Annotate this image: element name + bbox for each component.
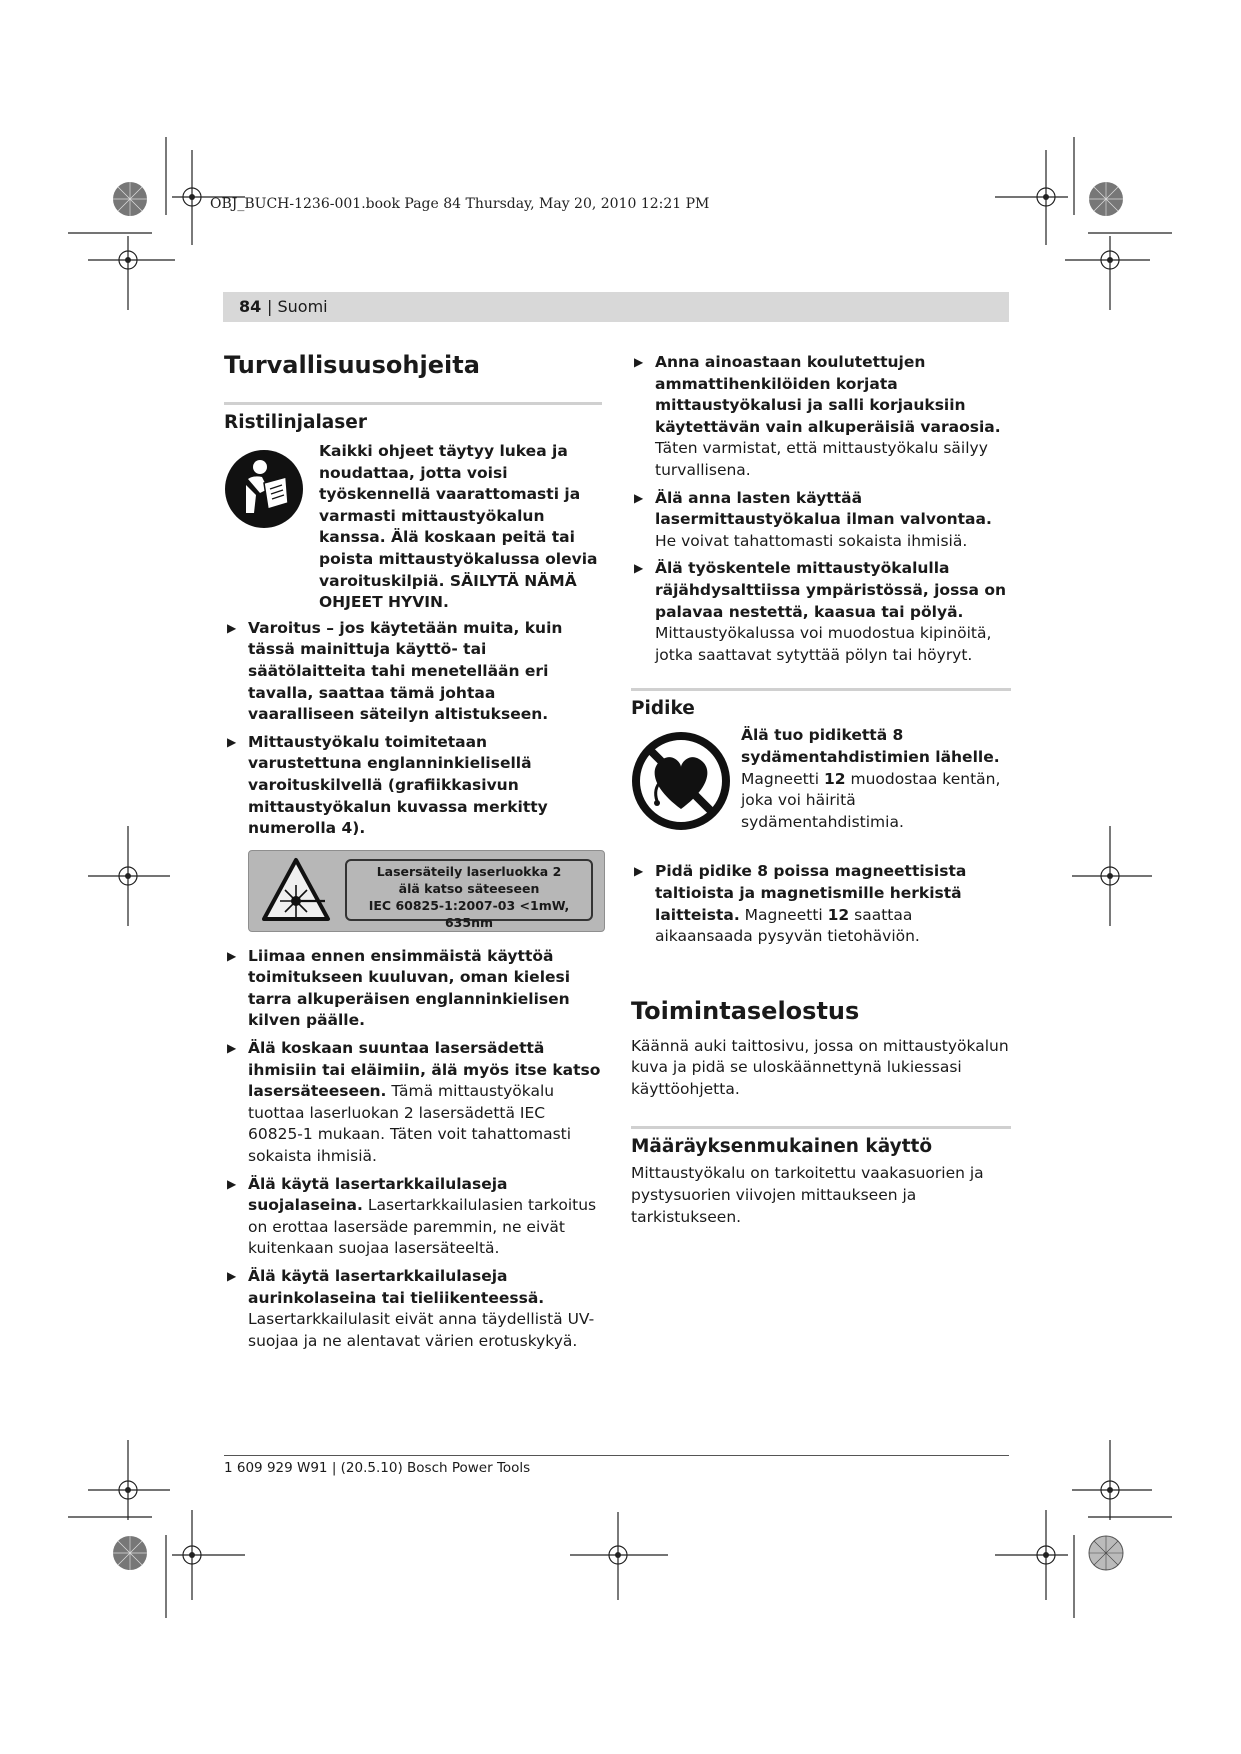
page-header-bar xyxy=(223,292,1009,322)
laser-warning-label xyxy=(248,850,605,932)
read-manual-block xyxy=(224,441,602,614)
read-manual-text: Kaikki ohjeet täytyy lukea ja noudattaa, jotta voisi työskennellä vaarattomasti ja varmasti mittaustyökalun kanssa. Älä koskaan peitä tai poista mittaustyökalussa olevia varoituskilpiä. SÄILYTÄ NÄMÄ OHJEET HYVIN. xyxy=(319,442,598,612)
bullet-arrow-icon: ▶ xyxy=(227,734,237,749)
warning-text-2: Mittaustyökalu toimitetaan varustettuna englanninkielisellä varoituskilvellä (grafiikkasivun mittaustyökalun kuvassa merkitty numerolla 4). xyxy=(248,732,548,838)
warning-bold-4: Älä koskaan suuntaa lasersädettä ihmisiin tai eläimiin, älä myös itse katso lasersäteeseen. xyxy=(248,1039,601,1101)
children-bold: Älä anna lasten käyttää lasermittaustyökalua ilman valvontaa. xyxy=(655,488,992,529)
file-header: OBJ_BUCH-1236-001.book Page 84 Thursday, May 20, 2010 12:21 PM xyxy=(210,196,710,212)
bullet-arrow-icon: ▶ xyxy=(634,561,644,576)
list-item xyxy=(631,352,1011,482)
subtitle-pidike: Pidike xyxy=(631,698,695,720)
warning-bold-6: Älä käytä lasertarkkailulaseja aurinkolaseina tai tieliikenteessä. xyxy=(248,1267,545,1307)
list-item xyxy=(224,1038,602,1168)
bullet-arrow-icon: ▶ xyxy=(227,1176,237,1191)
laser-label-line-1: Lasersäteily laserluokka 2 xyxy=(376,863,562,879)
bullet-arrow-icon: ▶ xyxy=(634,864,644,879)
laser-label-text xyxy=(345,859,593,930)
toiminta-title: Toimintaselostus xyxy=(631,996,860,1025)
safety-title: Turvallisuusohjeita xyxy=(224,351,480,379)
list-item xyxy=(224,732,602,840)
maarays-text: Mittaustyökalu on tarkoitettu vaakasuorien ja pystysuorien viivojen mittaukseen ja tarkistukseen. xyxy=(631,1164,984,1226)
pacemaker-magnet-number: 12 xyxy=(824,769,846,788)
subtitle-ristilinjalaser: Ristilinjalaser xyxy=(224,412,367,433)
warning-text-6: Lasertarkkailulasit eivät anna täydellistä UV-suojaa ja ne alentavat värien erotuskykyä. xyxy=(248,1310,595,1350)
laser-label-line-3: IEC 60825-1:2007-03 <1mW, 635nm xyxy=(368,897,570,930)
magnet-number: 12 xyxy=(827,905,850,924)
divider xyxy=(631,688,1011,691)
repair-text: Täten varmistat, että mittaustyökalu säilyy turvallisena. xyxy=(655,439,988,479)
page-footer: 1 609 929 W91 | (20.5.10) Bosch Power Tools xyxy=(224,1455,1009,1476)
left-column xyxy=(224,350,602,1358)
page-number: 84 xyxy=(239,297,262,316)
warning-text-4: Tämä mittaustyökalu tuottaa laserluokan 2 lasersädettä IEC 60825-1 mukaan. Täten voit tahattomasti sokaista ihmisiä. xyxy=(248,1082,572,1166)
laser-hazard-icon xyxy=(261,857,331,923)
toiminta-text: Käännä auki taittosivu, jossa on mittaustyökalun kuva ja pidä se uloskäännettynä lukiessasi käyttöohjetta. xyxy=(631,1036,1009,1098)
bullet-arrow-icon: ▶ xyxy=(227,948,237,963)
explosive-text: Mittaustyökalussa voi muodostua kipinöitä, jotka saattavat sytyttää pölyn tai höyryt. xyxy=(655,624,992,664)
list-item xyxy=(224,618,602,726)
list-item xyxy=(631,488,1011,553)
warning-text-1: Varoitus – jos käytetään muita, kuin tässä mainittuja käyttö- tai säätölaitteita tahi menetellään eri tavalla, saattaa tämä johtaa vaaralliseen säteilyn altistukseen. xyxy=(248,618,563,724)
pacemaker-text-1: Magneetti xyxy=(741,769,824,788)
pacemaker-text-2: muodostaa kentän, joka voi häiritä sydämentahdistimia. xyxy=(741,769,1001,831)
list-item xyxy=(631,861,1011,947)
explosive-bold: Älä työskentele mittaustyökalulla räjähdysalttiissa ympäristössä, jossa on palavaa nestettä, kaasua tai pölyä. xyxy=(655,559,1007,621)
list-item xyxy=(224,946,602,1032)
bullet-arrow-icon: ▶ xyxy=(227,1269,237,1283)
subtitle-maarays: Määräyksenmukainen käyttö xyxy=(631,1136,933,1158)
bullet-arrow-icon: ▶ xyxy=(634,490,644,505)
list-item xyxy=(224,1266,602,1352)
warning-text-5: Lasertarkkailulasien tarkoitus on erottaa lasersäde paremmin, ne eivät kuitenkaan suojaa lasersäteeltä. xyxy=(248,1196,597,1258)
divider xyxy=(224,402,602,405)
right-column xyxy=(631,352,1011,1228)
repair-bold: Anna ainoastaan koulutettujen ammattihenkilöiden korjata mittaustyökalusi ja salli korjauksiin käytettävän vain alkuperäisiä varaosia. xyxy=(655,353,1001,436)
read-manual-icon xyxy=(224,449,304,529)
magnet-text-2: saattaa aikaansaada pysyvän tietohäviön. xyxy=(655,905,920,946)
laser-label-line-2: älä katso säteeseen xyxy=(398,880,540,896)
bullet-arrow-icon: ▶ xyxy=(227,1041,237,1056)
section-name: | Suomi xyxy=(267,297,328,316)
bullet-arrow-icon: ▶ xyxy=(634,355,644,369)
warning-bold-5: Älä käytä lasertarkkailulaseja suojalaseina. xyxy=(248,1174,508,1215)
magnet-text-1: Magneetti xyxy=(739,905,828,924)
children-text: He voivat tahattomasti sokaista ihmisiä. xyxy=(655,531,968,550)
pacemaker-block xyxy=(631,725,1011,857)
divider xyxy=(631,1126,1011,1129)
warning-text-3: Liimaa ennen ensimmäistä käyttöä toimitukseen kuuluvan, oman kielesi tarra alkuperäisen englanninkielisen kilven päälle. xyxy=(248,946,571,1030)
list-item xyxy=(224,1174,602,1260)
no-pacemaker-icon xyxy=(631,731,731,831)
list-item xyxy=(631,558,1011,666)
magnet-bold: Pidä pidike 8 poissa magneettisista taltioista ja magnetismille herkistä laitteista. xyxy=(655,862,967,924)
pacemaker-text xyxy=(741,725,1011,833)
pacemaker-bold: Älä tuo pidikettä 8 sydämentahdistimien lähelle. xyxy=(741,726,1000,766)
bullet-arrow-icon: ▶ xyxy=(227,620,237,635)
